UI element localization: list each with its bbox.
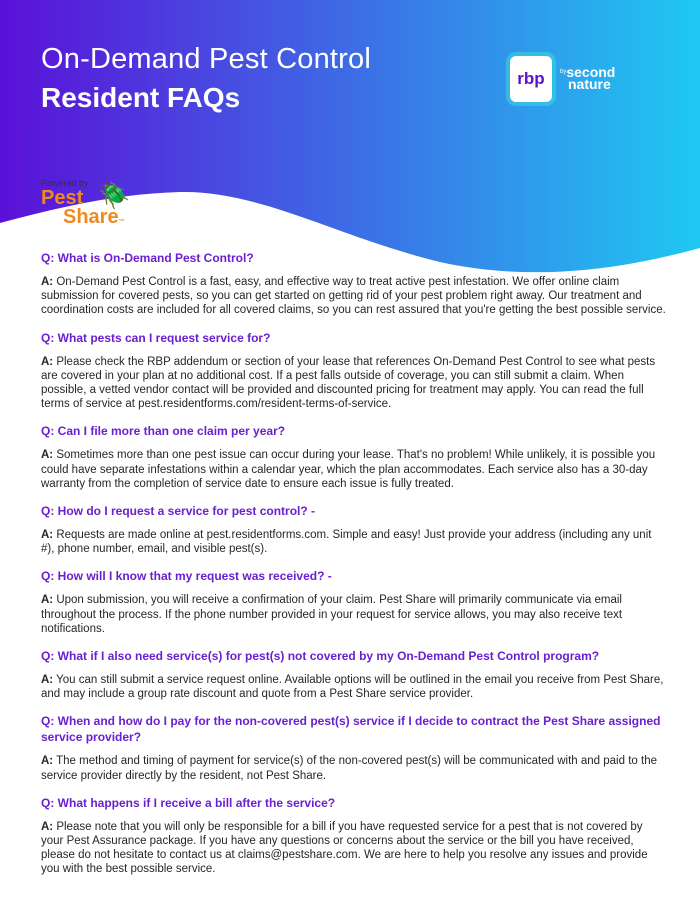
faq-answer <box>41 820 666 877</box>
powered-by-label: Powered by <box>41 178 89 188</box>
answer-prefix: A: <box>41 594 54 607</box>
answer-text: The method and timing of payment for service(s) of the non-covered pest(s) will be communicated with and paid to the service provider directly by the resident, not Pest Share. <box>41 755 657 782</box>
faq-answer <box>41 673 666 701</box>
answer-text: Requests are made online at pest.residentforms.com. Simple and easy! Just provide your address (including any unit #), phone number, email, and visible pest(s). <box>41 529 652 556</box>
faq-question: Q: How will I know that my request was received? - <box>41 569 332 584</box>
answer-text: Sometimes more than one pest issue can occur during your lease. That's no problem! While unlikely, it is possible you could have separate infestations within a calendar year, which the plan accommodates. Each service also has a 30-day warranty from the completion of service date to ensure each issue is fully treated. <box>41 449 656 490</box>
answer-text: Please check the RBP addendum or section of your lease that references On-Demand Pest Control to see what pests are covered in your plan at no additional cost. If a pest falls outside of coverage, you can still submit a claim. When possible, a vetted vendor contact will be provided and discounted pricing for treatment may apply. You can read the full terms of service at pest.residentforms.com/resident-terms-of-service. <box>41 355 656 411</box>
answer-text: You can still submit a service request online. Available options will be outlined in the email you receive from Pest Share, and may include a group rate discount and quote from a Pest Share service provider. <box>41 674 664 701</box>
answer-text: Please note that you will only be responsible for a bill if you have requested service for a pest that is not covered by your Pest Assurance package. If you have any questions or concerns about the service or the bill you have received, please do not hesitate to contact us at claims@pestshare.com. We are here to help you resolve any issues and provide you with the best possible service. <box>41 820 648 876</box>
faq-question: Q: Can I file more than one claim per year? <box>41 424 286 439</box>
faq-answer <box>41 275 666 318</box>
faq-list <box>41 250 666 889</box>
faq-question: Q: What is On-Demand Pest Control? <box>41 251 254 265</box>
faq-question: Q: What pests can I request service for? <box>41 330 271 345</box>
answer-prefix: A: <box>41 820 54 833</box>
header-banner <box>0 0 700 280</box>
answer-prefix: A: <box>41 755 54 768</box>
faq-answer <box>41 528 666 556</box>
answer-prefix: A: <box>41 355 54 368</box>
faq-answer <box>41 754 666 782</box>
page-title: On-Demand Pest Control <box>41 43 371 75</box>
answer-prefix: A: <box>41 529 54 542</box>
answer-text: On-Demand Pest Control is a fast, easy, and effective way to treat active pest infestation. We offer online claim submission for covered pests, so you can get started on getting rid of your pest problem right away. Our treatment and coordination costs are included for all covered claims, so you can rest assured that you're getting the best possible service. <box>41 276 666 317</box>
answer-prefix: A: <box>41 449 54 462</box>
bug-icon: 🪲 <box>98 180 131 210</box>
rbp-logo: rbp <box>510 56 552 102</box>
answer-prefix: A: <box>41 674 54 687</box>
faq-question: Q: What happens if I receive a bill after the service? <box>41 795 336 810</box>
faq-question: Q: When and how do I pay for the non-covered pest(s) service if I decide to contract the Pest Share assigned service provider? <box>41 714 661 745</box>
answer-prefix: A: <box>41 276 54 288</box>
faq-question: Q: How do I request a service for pest control? - <box>41 504 316 519</box>
second-nature-logo: $^{by}$second nature <box>560 64 616 92</box>
faq-answer <box>41 355 666 412</box>
pest-share-logo: Pest Share™ <box>41 187 125 228</box>
faq-answer <box>41 448 666 491</box>
answer-text: Upon submission, you will receive a confirmation of your claim. Pest Share will primarily communicate via email throughout the process. If the phone number provided in your request for service allows, you may also receive text notifications. <box>41 594 623 635</box>
faq-question: Q: What if I also need service(s) for pest(s) not covered by my On-Demand Pest Control program? <box>41 649 600 664</box>
page-subtitle: Resident FAQs <box>41 82 241 113</box>
faq-answer <box>41 593 666 636</box>
